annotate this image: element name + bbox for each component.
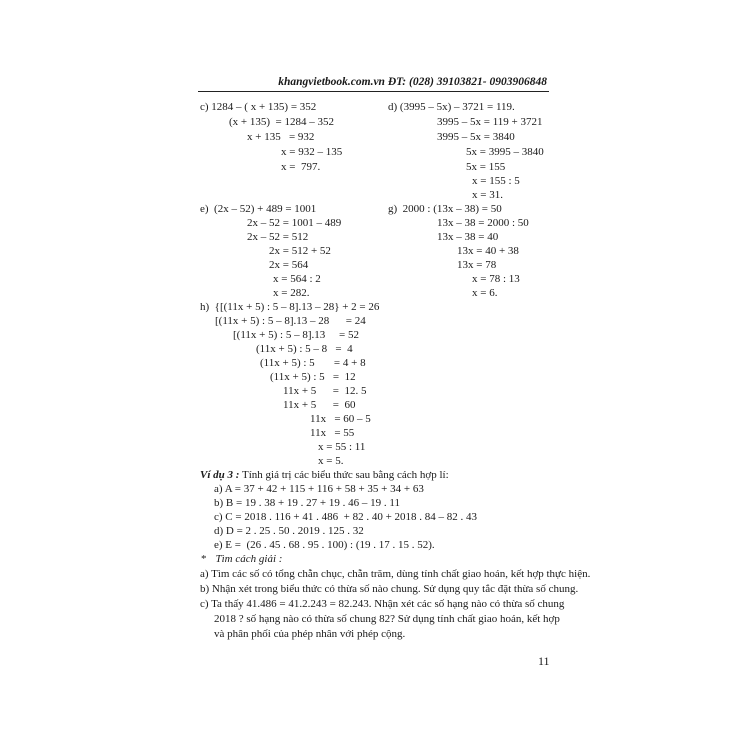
problem-d-line: 3995 – 5x = 119 + 3721	[437, 116, 543, 128]
problem-g-line: g) 2000 : (13x – 38) = 50	[388, 203, 502, 215]
problem-c-line: x + 135 = 932	[247, 131, 315, 143]
problem-e-line: e) (2x – 52) + 489 = 1001	[200, 203, 317, 215]
problem-d-line: x = 31.	[472, 189, 503, 201]
problem-g-line: 13x – 38 = 2000 : 50	[437, 217, 529, 229]
problem-h-line: 11x + 5 = 60	[283, 399, 356, 411]
problem-g-line: 13x – 38 = 40	[437, 231, 499, 243]
example-3-label: Ví dụ 3 :	[200, 469, 240, 481]
problem-e-line: 2x = 564	[269, 259, 309, 271]
problem-h-line: 11x = 55	[310, 427, 355, 439]
problem-h-line: (11x + 5) : 5 = 12	[270, 371, 356, 383]
solution-bullet: *	[201, 553, 207, 565]
problem-g-line: x = 6.	[472, 287, 498, 299]
problem-h-line: (11x + 5) : 5 – 8 = 4	[256, 343, 353, 355]
problem-d-line: d) (3995 – 5x) – 3721 = 119.	[388, 101, 515, 113]
example-3-heading	[200, 469, 449, 482]
page-number: 11	[538, 654, 550, 668]
example-3-text: Tính giá trị các biểu thức sau bằng cách hợp lí:	[239, 469, 449, 481]
problem-h-line: [(11x + 5) : 5 – 8].13 – 28 = 24	[215, 315, 366, 327]
example-3-item: b) B = 19 . 38 + 19 . 27 + 19 . 46 – 19 . 11	[214, 497, 400, 509]
solution-hint-c: c) Ta thấy 41.486 = 41.2.243 = 82.243. Nhận xét các số hạng nào có thừa số chung	[200, 598, 565, 610]
problem-e-line: 2x – 52 = 512	[247, 231, 309, 243]
problem-e-line: x = 282.	[273, 287, 310, 299]
problem-h-line: (11x + 5) : 5 = 4 + 8	[260, 357, 366, 369]
solution-hint-c: 2018 ? số hạng nào có thừa số chung 82? Sử dụng tính chất giao hoán, kết hợp	[214, 613, 560, 625]
page-header: khangvietbook.com.vn ĐT: (028) 39103821- 0903906848	[278, 76, 547, 88]
example-3-item: e) E = (26 . 45 . 68 . 95 . 100) : (19 . 17 . 15 . 52).	[214, 539, 435, 551]
problem-h-line: x = 55 : 11	[318, 441, 366, 453]
problem-e-line: 2x = 512 + 52	[269, 245, 331, 257]
problem-e-line: x = 564 : 2	[273, 273, 321, 285]
problem-g-line: 13x = 40 + 38	[457, 245, 519, 257]
problem-d-line: 5x = 155	[466, 161, 506, 173]
example-3-item: d) D = 2 . 25 . 50 . 2019 . 125 . 32	[214, 525, 364, 537]
solution-hint-b: b) Nhận xét trong biểu thức có thừa số nào chung. Sử dụng quy tắc đặt thừa số chung.	[200, 583, 579, 595]
problem-g-line: 13x = 78	[457, 259, 497, 271]
header-divider	[198, 91, 549, 92]
problem-h-line: h) {[(11x + 5) : 5 – 8].13 – 28} + 2 = 26	[200, 301, 380, 313]
problem-d-line: 5x = 3995 – 3840	[466, 146, 544, 158]
problem-g-line: x = 78 : 13	[472, 273, 520, 285]
problem-h-line: [(11x + 5) : 5 – 8].13 = 52	[233, 329, 359, 341]
example-3-item: c) C = 2018 . 116 + 41 . 486 + 82 . 40 + 2018 . 84 – 82 . 43	[214, 511, 478, 523]
problem-h-line: 11x + 5 = 12. 5	[283, 385, 367, 397]
example-3-item: a) A = 37 + 42 + 115 + 116 + 58 + 35 + 34 + 63	[214, 483, 424, 495]
problem-e-line: 2x – 52 = 1001 – 489	[247, 217, 342, 229]
problem-d-line: x = 155 : 5	[472, 175, 520, 187]
problem-c-line: (x + 135) = 1284 – 352	[229, 116, 334, 128]
problem-c-line: c) 1284 – ( x + 135) = 352	[200, 101, 317, 113]
solution-hint-c: và phân phối của phép nhân với phép cộng.	[214, 628, 406, 640]
solution-label: Tìm cách giải :	[215, 553, 283, 565]
problem-h-line: 11x = 60 – 5	[310, 413, 371, 425]
solution-hint-a: a) Tìm các số có tổng chẵn chục, chẵn trăm, dùng tính chất giao hoán, kết hợp thực hiện.	[200, 568, 591, 580]
problem-c-line: x = 797.	[281, 161, 321, 173]
solution-heading	[201, 553, 282, 566]
problem-d-line: 3995 – 5x = 3840	[437, 131, 515, 143]
problem-c-line: x = 932 – 135	[281, 146, 343, 158]
problem-h-line: x = 5.	[318, 455, 344, 467]
